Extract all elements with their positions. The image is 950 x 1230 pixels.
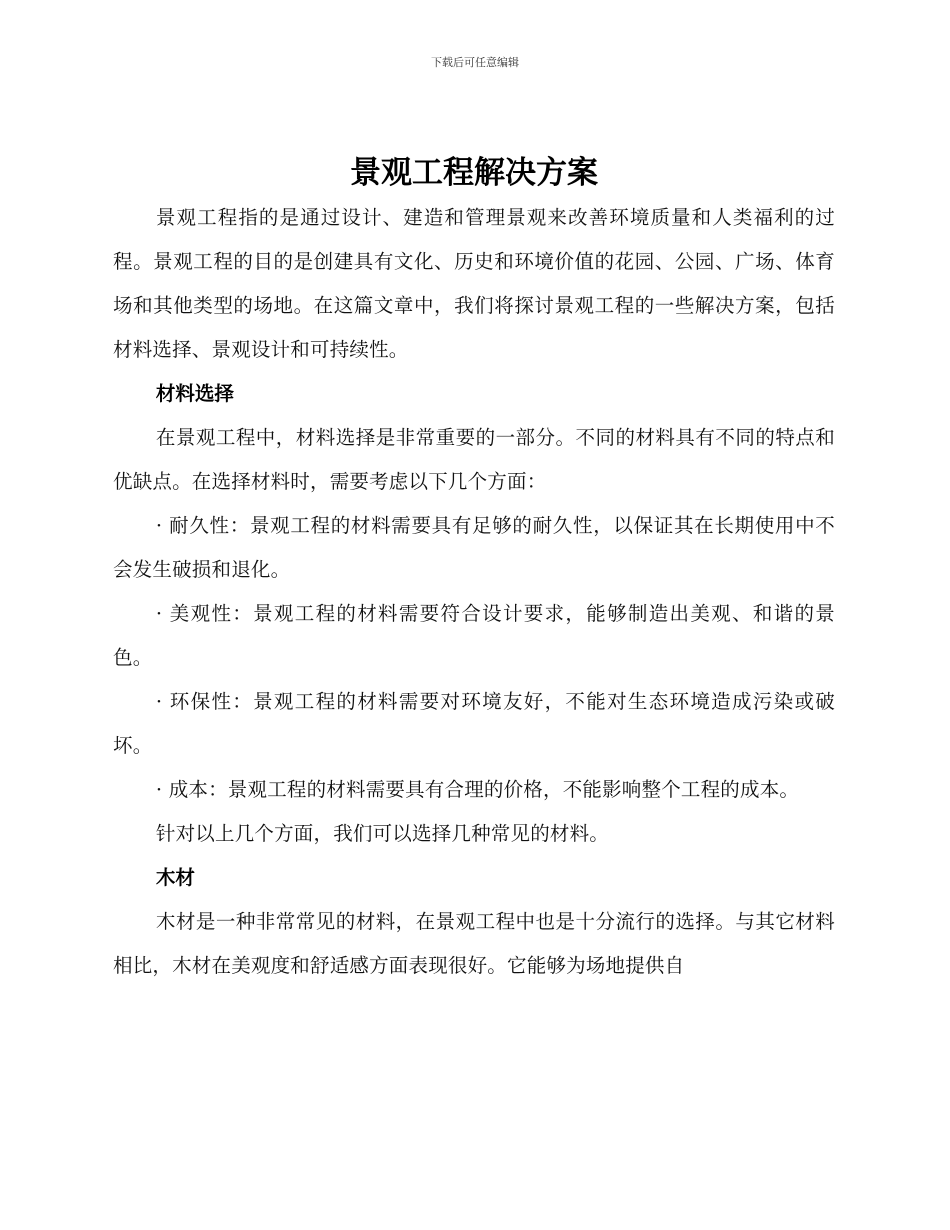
materials-summary-paragraph: 针对以上几个方面，我们可以选择几种常见的材料。 xyxy=(155,822,609,845)
materials-intro-paragraph: 在景观工程中，材料选择是非常重要的一部分。不同的材料具有不同的特点和优缺点。在选择材料时，需要考虑以下几个方面： xyxy=(113,426,835,493)
bullet-durability: · 耐久性：景观工程的材料需要具有足够的耐久性，以保证其在长期使用中不会发生破损和退化。 xyxy=(113,514,835,581)
section-heading-wood: 木材 xyxy=(155,866,195,889)
document-body xyxy=(113,150,835,988)
section-heading-materials: 材料选择 xyxy=(155,382,234,405)
wood-paragraph: 木材是一种非常常见的材料，在景观工程中也是十分流行的选择。与其它材料相比，木材在美观度和舒适感方面表现很好。它能够为场地提供自 xyxy=(113,910,835,977)
header-note: 下载后可任意编辑 xyxy=(431,56,519,69)
intro-paragraph: 景观工程指的是通过设计、建造和管理景观来改善环境质量和人类福利的过程。景观工程的目的是创建具有文化、历史和环境价值的花园、公园、广场、体育场和其他类型的场地。在这篇文章中，我们将探讨景观工程的一些解决方案，包括材料选择、景观设计和可持续性。 xyxy=(113,206,835,361)
bullet-cost: · 成本：景观工程的材料需要具有合理的价格，不能影响整个工程的成本。 xyxy=(155,778,800,801)
bullet-aesthetics: · 美观性：景观工程的材料需要符合设计要求，能够制造出美观、和谐的景色。 xyxy=(113,602,835,669)
document-title: 景观工程解决方案 xyxy=(350,155,598,191)
bullet-eco-friendly: · 环保性：景观工程的材料需要对环境友好，不能对生态环境造成污染或破坏。 xyxy=(113,690,835,757)
